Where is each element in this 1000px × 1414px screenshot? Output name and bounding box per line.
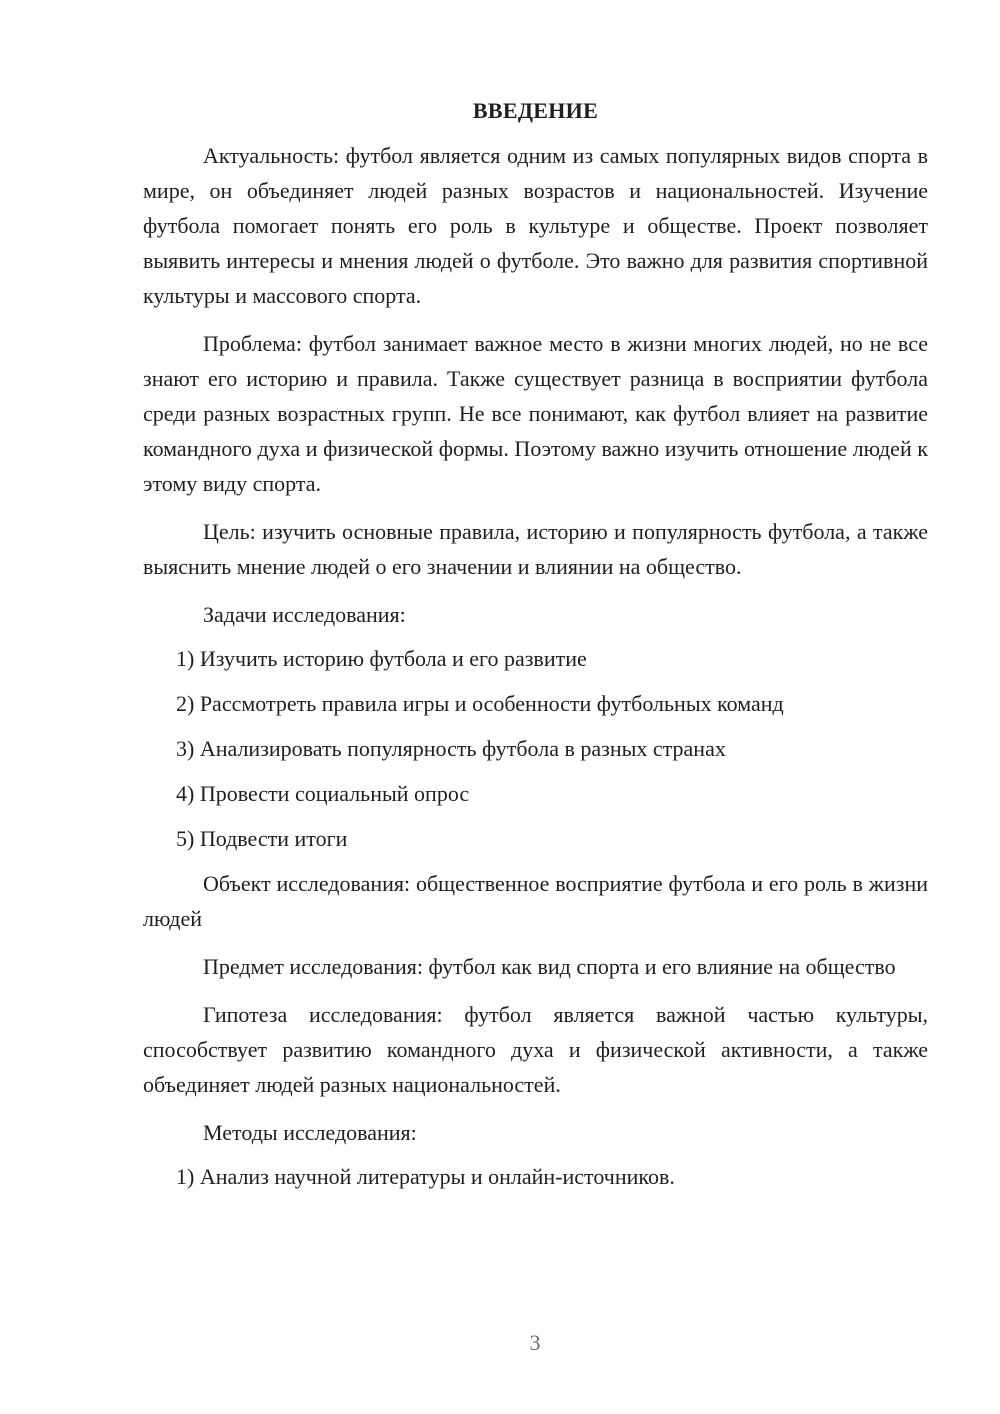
goal-paragraph: Цель: изучить основные правила, историю и популярность футбола, а также выяснить мнение людей о его значении и влиянии на общество. [143,519,928,579]
list-item: 5) Подвести итоги [176,826,348,851]
list-item: 4) Провести социальный опрос [176,781,470,806]
object-paragraph: Объект исследования: общественное восприятие футбола и его роль в жизни людей [143,871,928,931]
problem-paragraph: Проблема: футбол занимает важное место в жизни многих людей, но не все знают его историю и правила. Также существует разница в восприятии футбола среди разных возрастных групп. Не все понимают, как футбол влияет на развитие командного духа и физической формы. Поэтому важно изучить отношение людей к этому виду спорта. [143,331,928,496]
methods-heading: Методы исследования: [203,1120,417,1145]
relevance-paragraph: Актуальность: футбол является одним из самых популярных видов спорта в мире, он объединяет людей разных возрастов и национальностей. Изучение футбола помогает понять его роль в культуре и обществе. Проект позволяет выявить интересы и мнения людей о футболе. Это важно для развития спортивной культуры и массового спорта. [143,143,928,308]
hypothesis-paragraph: Гипотеза исследования: футбол является важной частью культуры, способствует развитию командного духа и физической активности, а также объединяет людей разных национальностей. [143,1002,928,1097]
tasks-list [143,641,928,856]
list-item: 1) Изучить историю футбола и его развитие [176,646,587,671]
list-item: 3) Анализировать популярность футбола в разных странах [176,736,726,761]
page-number: 3 [529,1330,541,1355]
subject-paragraph: Предмет исследования: футбол как вид спорта и его влияние на общество [203,954,896,979]
page-content [143,96,928,1204]
list-item: 1) Анализ научной литературы и онлайн-источников. [176,1164,675,1189]
tasks-heading: Задачи исследования: [203,602,406,627]
section-title: ВВЕДЕНИЕ [472,98,599,123]
methods-list [143,1159,928,1194]
list-item: 2) Рассмотреть правила игры и особенности футбольных команд [176,691,784,716]
